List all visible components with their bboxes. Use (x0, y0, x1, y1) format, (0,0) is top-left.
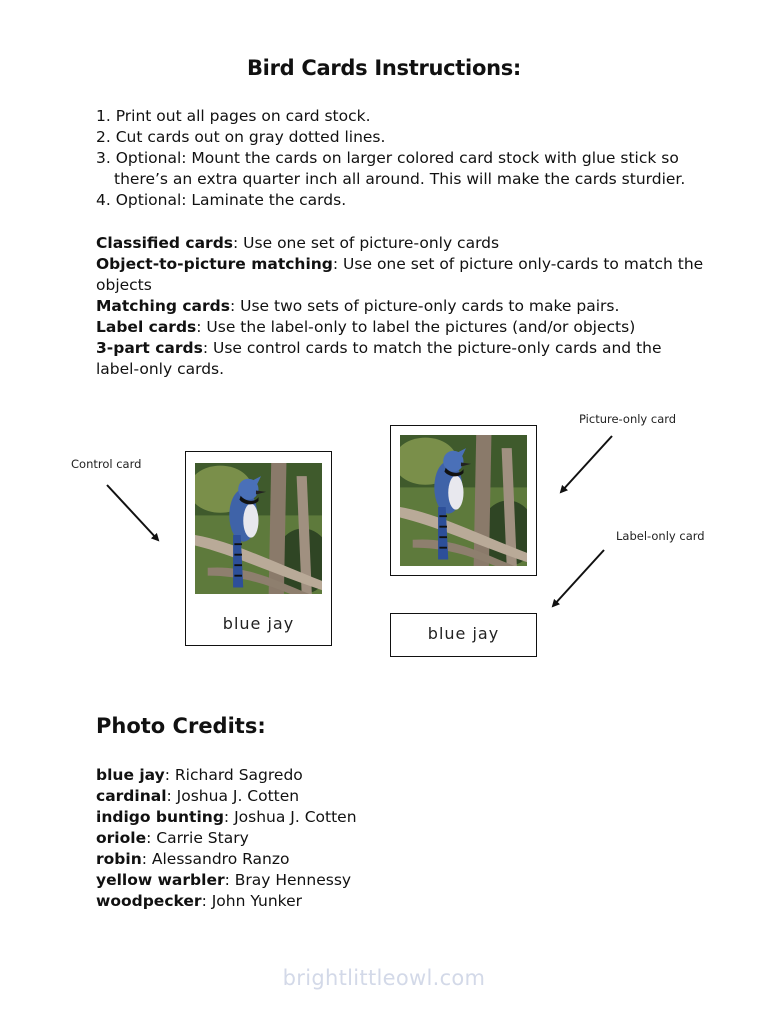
label-only-card (390, 613, 537, 657)
use-text: : Use one set of picture only-cards to match the objects (96, 255, 704, 294)
step-item: 2. Cut cards out on gray dotted lines. (96, 128, 386, 146)
label-only-card-arrow (553, 550, 604, 606)
photo-credits-list (96, 765, 357, 912)
credit-item (96, 807, 357, 828)
credit-photographer: : Joshua J. Cotten (166, 787, 300, 805)
page-title: Bird Cards Instructions: (246, 56, 522, 80)
credit-bird: woodpecker (96, 892, 202, 910)
control-card-label: blue jay (222, 614, 295, 633)
use-term: Object-to-picture matching (96, 255, 333, 273)
use-term: Classified cards (96, 234, 234, 252)
credit-photographer: : Bray Hennessy (224, 871, 352, 889)
credit-photographer: : Joshua J. Cotten (223, 808, 357, 826)
use-text: : Use two sets of picture-only cards to make pairs. (229, 297, 620, 315)
label-only-card-callout: Label-only card (616, 529, 705, 543)
credit-photographer: : Alessandro Ranzo (141, 850, 290, 868)
use-term: Label cards (96, 318, 197, 336)
control-card-callout: Control card (71, 457, 142, 471)
label-only-card-label: blue jay (427, 624, 500, 643)
use-text: : Use control cards to match the picture-only cards and the label-only cards. (96, 339, 662, 378)
control-card (185, 451, 332, 646)
photo-credits-title: Photo Credits: (96, 714, 266, 738)
credit-photographer: : John Yunker (201, 892, 303, 910)
use-term: Matching cards (96, 297, 230, 315)
credit-item (96, 828, 357, 849)
credit-photographer: : Carrie Stary (146, 829, 249, 847)
credit-bird: yellow warbler (96, 871, 225, 889)
credit-bird: indigo bunting (96, 808, 224, 826)
picture-only-card (390, 425, 537, 576)
picture-only-card-arrow (561, 436, 612, 492)
credit-photographer: : Richard Sagredo (164, 766, 303, 784)
step-item: 4. Optional: Laminate the cards. (96, 191, 347, 209)
credit-item (96, 849, 357, 870)
footer-website-link[interactable]: brightlittleowl.com (282, 966, 486, 990)
control-card-arrow (107, 485, 158, 540)
credit-item (96, 765, 357, 786)
use-text: : Use the label-only to label the pictures (and/or objects) (196, 318, 636, 336)
credit-bird: cardinal (96, 787, 167, 805)
credit-item (96, 786, 357, 807)
step-item: 1. Print out all pages on card stock. (96, 107, 371, 125)
credit-item (96, 870, 357, 891)
credit-bird: blue jay (96, 766, 165, 784)
credit-bird: oriole (96, 829, 147, 847)
step-item: 3. Optional: Mount the cards on larger colored card stock with glue stick so there’s an extra quarter inch all around. This will make the cards sturdier. (96, 149, 686, 188)
credit-item (96, 891, 357, 912)
blue-jay-photo (195, 463, 322, 594)
picture-only-card-callout: Picture-only card (579, 412, 677, 426)
use-term: 3-part cards (96, 339, 203, 357)
credit-bird: robin (96, 850, 142, 868)
use-text: : Use one set of picture-only cards (233, 234, 500, 252)
blue-jay-photo (400, 435, 527, 566)
